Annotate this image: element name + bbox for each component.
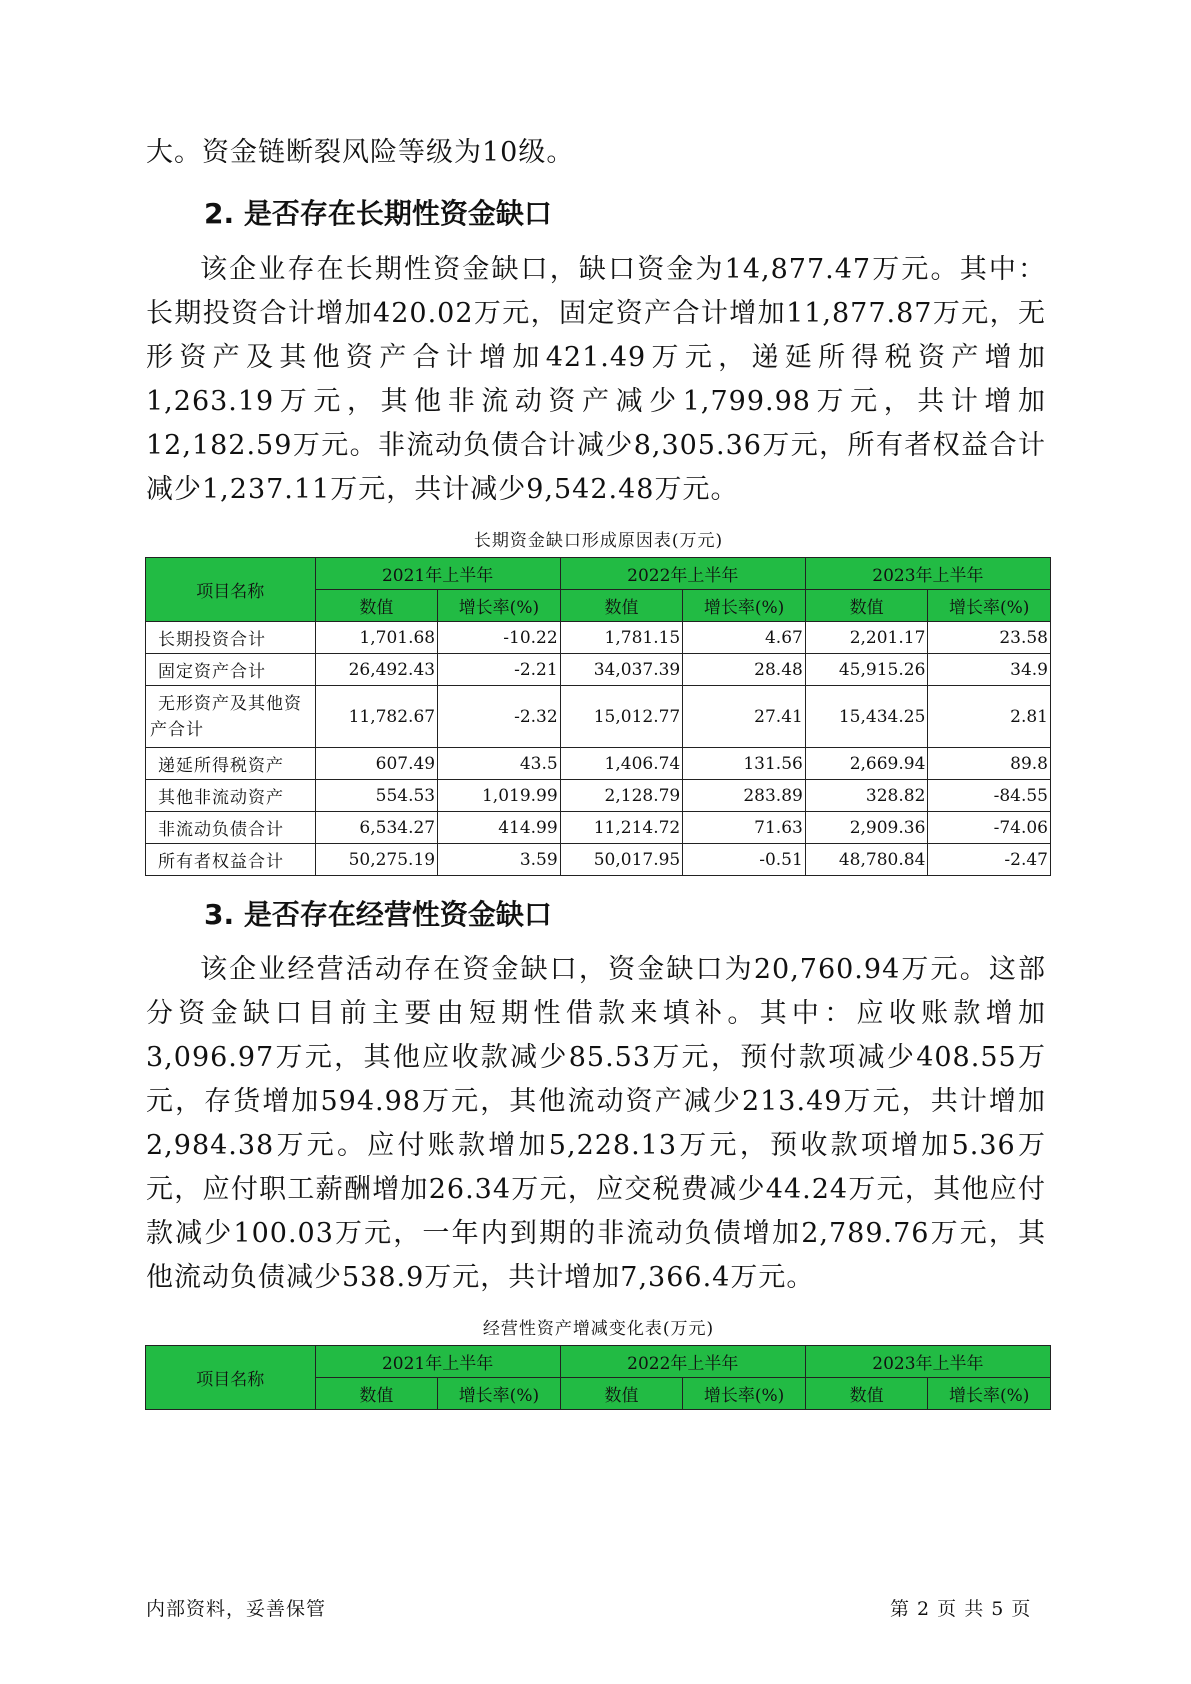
section-3-heading: 3. 是否存在经营性资金缺口: [204, 898, 552, 931]
table-2-item-header: 项目名称: [146, 1346, 316, 1410]
table-row: [146, 748, 1051, 780]
table-row: [146, 654, 1051, 686]
growth-rate-cell: -2.21: [438, 654, 561, 686]
growth-rate-cell: -10.22: [438, 622, 561, 654]
table-1-period-header: 2023年上半年: [805, 558, 1050, 590]
value-cell: 607.49: [315, 748, 438, 780]
growth-rate-cell: 23.58: [928, 622, 1051, 654]
table-2-value-header: 数值: [560, 1378, 683, 1410]
value-cell: 34,037.39: [560, 654, 683, 686]
table-row: [146, 686, 1051, 748]
growth-rate-cell: -2.32: [438, 686, 561, 748]
growth-rate-cell: 414.99: [438, 812, 561, 844]
table-1-value-header: 数值: [560, 590, 683, 622]
table-2-growth-header: 增长率(%): [438, 1378, 561, 1410]
section-2-paragraph: 该企业存在长期性资金缺口，缺口资金为14,877.47万元。其中：长期投资合计增加420.02万元，固定资产合计增加11,877.87万元，无形资产及其他资产合计增加421.49万元，递延所得税资产增加1,263.19万元，其他非流动资产减少1,799.98万元，共计增加12,182.59万元。非流动负债合计减少8,305.36万元，所有者权益合计减少1,237.11万元，共计减少9,542.48万元。: [146, 254, 1046, 505]
table-row: [146, 622, 1051, 654]
footer-page-number: 第 2 页 共 5 页: [890, 1598, 1032, 1620]
value-cell: 2,201.17: [805, 622, 928, 654]
row-item-name: 长期投资合计: [146, 622, 316, 654]
value-cell: 2,669.94: [805, 748, 928, 780]
table-1-value-header: 数值: [805, 590, 928, 622]
growth-rate-cell: 27.41: [683, 686, 806, 748]
growth-rate-cell: 28.48: [683, 654, 806, 686]
long-term-gap-table: [145, 557, 1051, 876]
growth-rate-cell: -74.06: [928, 812, 1051, 844]
value-cell: 1,406.74: [560, 748, 683, 780]
value-cell: 26,492.43: [315, 654, 438, 686]
value-cell: 50,275.19: [315, 844, 438, 876]
table-1-growth-header: 增长率(%): [683, 590, 806, 622]
table-row: [146, 780, 1051, 812]
growth-rate-cell: 2.81: [928, 686, 1051, 748]
table-row: [146, 844, 1051, 876]
table-row: [146, 812, 1051, 844]
growth-rate-cell: 89.8: [928, 748, 1051, 780]
growth-rate-cell: 131.56: [683, 748, 806, 780]
row-item-name: 递延所得税资产: [146, 748, 316, 780]
value-cell: 2,909.36: [805, 812, 928, 844]
table-1-body: [146, 622, 1051, 876]
value-cell: 2,128.79: [560, 780, 683, 812]
table-2-caption: 经营性资产增减变化表(万元): [482, 1319, 715, 1339]
table-1-period-header: 2021年上半年: [315, 558, 560, 590]
table-2-growth-header: 增长率(%): [683, 1378, 806, 1410]
table-2-period-header: 2021年上半年: [315, 1346, 560, 1378]
value-cell: 1,701.68: [315, 622, 438, 654]
growth-rate-cell: -2.47: [928, 844, 1051, 876]
table-1-caption: 长期资金缺口形成原因表(万元): [473, 531, 724, 551]
growth-rate-cell: 34.9: [928, 654, 1051, 686]
row-item-name: 固定资产合计: [146, 654, 316, 686]
growth-rate-cell: 283.89: [683, 780, 806, 812]
row-item-name: 所有者权益合计: [146, 844, 316, 876]
value-cell: 1,781.15: [560, 622, 683, 654]
growth-rate-cell: 43.5: [438, 748, 561, 780]
row-item-name: 非流动负债合计: [146, 812, 316, 844]
table-2-value-header: 数值: [805, 1378, 928, 1410]
operating-assets-table: [145, 1345, 1051, 1410]
table-1-growth-header: 增长率(%): [928, 590, 1051, 622]
value-cell: 48,780.84: [805, 844, 928, 876]
table-1-period-header: 2022年上半年: [560, 558, 805, 590]
table-2-period-header: 2022年上半年: [560, 1346, 805, 1378]
section-2-heading: 2. 是否存在长期性资金缺口: [204, 197, 552, 230]
value-cell: 50,017.95: [560, 844, 683, 876]
growth-rate-cell: 4.67: [683, 622, 806, 654]
table-1-value-header: 数值: [315, 590, 438, 622]
value-cell: 45,915.26: [805, 654, 928, 686]
table-2-growth-header: 增长率(%): [928, 1378, 1051, 1410]
value-cell: 11,782.67: [315, 686, 438, 748]
growth-rate-cell: 1,019.99: [438, 780, 561, 812]
table-1-item-header: 项目名称: [146, 558, 316, 622]
table-1-growth-header: 增长率(%): [438, 590, 561, 622]
value-cell: 328.82: [805, 780, 928, 812]
section-3-paragraph: 该企业经营活动存在资金缺口，资金缺口为20,760.94万元。这部分资金缺口目前主要由短期性借款来填补。其中：应收账款增加3,096.97万元，其他应收款减少85.53万元，预付款项减少408.55万元，存货增加594.98万元，其他流动资产减少213.49万元，共计增加2,984.38万元。应付账款增加5,228.13万元，预收款项增加5.36万元，应付职工薪酬增加26.34万元，应交税费减少44.24万元，其他应付款减少100.03万元，一年内到期的非流动负债增加2,789.76万元，其他流动负债减少538.9万元，共计增加7,366.4万元。: [146, 954, 1046, 1293]
value-cell: 11,214.72: [560, 812, 683, 844]
growth-rate-cell: 71.63: [683, 812, 806, 844]
value-cell: 15,434.25: [805, 686, 928, 748]
table-2-value-header: 数值: [315, 1378, 438, 1410]
table-2-period-header: 2023年上半年: [805, 1346, 1050, 1378]
value-cell: 15,012.77: [560, 686, 683, 748]
growth-rate-cell: -84.55: [928, 780, 1051, 812]
growth-rate-cell: 3.59: [438, 844, 561, 876]
row-item-name: 无形资产及其他资产合计: [146, 686, 316, 748]
intro-line: 大。资金链断裂风险等级为10级。: [146, 137, 575, 168]
value-cell: 554.53: [315, 780, 438, 812]
footer-confidential-note: 内部资料，妥善保管: [146, 1598, 327, 1620]
row-item-name: 其他非流动资产: [146, 780, 316, 812]
growth-rate-cell: -0.51: [683, 844, 806, 876]
value-cell: 6,534.27: [315, 812, 438, 844]
